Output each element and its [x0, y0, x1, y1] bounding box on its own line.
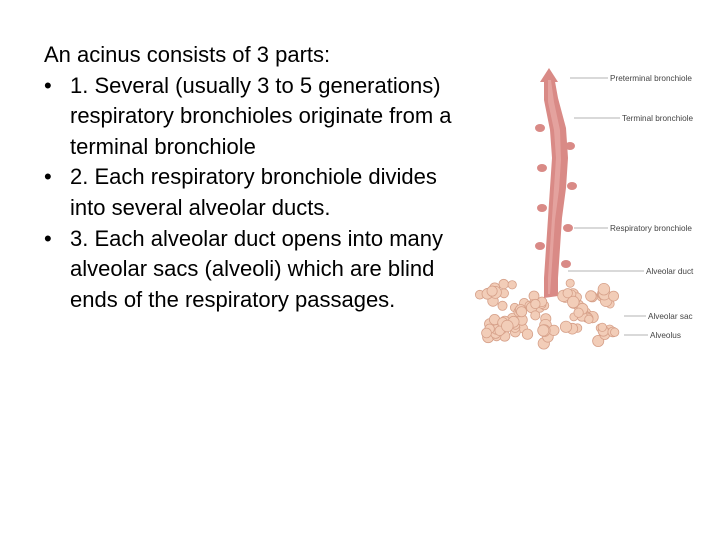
acinus-figure — [474, 68, 710, 370]
bullet-icon: • — [44, 72, 52, 98]
label-alveolus: Alveolus — [650, 331, 681, 340]
label-respiratory-bronchiole: Respiratory bronchiole — [610, 224, 692, 233]
alveolus-sphere — [498, 301, 507, 310]
bronchiole-bud — [535, 124, 545, 132]
bullet-text: 1. Several (usually 3 to 5 generations) respiratory bronchioles originate from a terminal bronchiole — [70, 72, 452, 159]
alveolus-sphere — [586, 291, 597, 302]
alveolus-sphere — [531, 299, 540, 308]
alveolus-sphere — [609, 291, 619, 301]
label-terminal-bronchiole: Terminal bronchiole — [622, 114, 693, 123]
alveolus-sphere — [499, 279, 509, 289]
alveolus-sphere — [531, 311, 540, 320]
bullet-item-3 — [44, 224, 454, 316]
alveolus-sphere — [517, 307, 527, 317]
alveolus-sphere — [522, 329, 532, 339]
alveolus-sphere — [585, 315, 593, 323]
bullet-item-1 — [44, 71, 454, 163]
bullet-icon: • — [44, 164, 52, 190]
bronchiole-bud — [563, 224, 573, 232]
alveolus-sphere — [508, 281, 516, 289]
acinus-illustration — [474, 68, 710, 370]
alveolus-sphere — [487, 286, 497, 296]
bronchiole-bud — [567, 182, 577, 190]
intro-line: An acinus consists of 3 parts: — [44, 42, 331, 67]
bullet-list — [44, 71, 454, 316]
bronchiole-bud — [561, 260, 571, 268]
bronchiole-bud — [537, 204, 547, 212]
bronchiole-bud — [537, 164, 547, 172]
bullet-text: 3. Each alveolar duct opens into many alveolar sacs (alveoli) which are blind ends of the respiratory passages. — [70, 225, 444, 312]
alveolus-sphere — [566, 279, 574, 287]
bronchiole-bud — [535, 242, 545, 250]
alveolus-sphere — [574, 308, 583, 317]
alveolus-sphere — [568, 296, 580, 308]
bullet-icon: • — [44, 225, 52, 251]
label-alveolar-duct: Alveolar duct — [646, 267, 694, 276]
bullet-item-2 — [44, 162, 454, 223]
alveolus-sphere — [560, 321, 571, 332]
label-alveolar-sac: Alveolar sac — [648, 312, 693, 321]
alveolus-sphere — [538, 325, 549, 336]
alveolus-sphere — [598, 323, 606, 331]
alveolus-sphere — [598, 283, 610, 295]
alveolus-sphere — [502, 320, 514, 332]
bullet-text: 2. Each respiratory bronchiole divides into several alveolar ducts. — [70, 164, 437, 220]
airway-tip — [540, 68, 558, 82]
figure-labels — [568, 74, 694, 340]
slide-text — [44, 40, 454, 315]
alveolus-sphere — [611, 328, 619, 336]
alveolus-sphere — [482, 328, 492, 338]
label-preterminal-bronchiole: Preterminal bronchiole — [610, 74, 692, 83]
bronchiole-bud — [565, 142, 575, 150]
